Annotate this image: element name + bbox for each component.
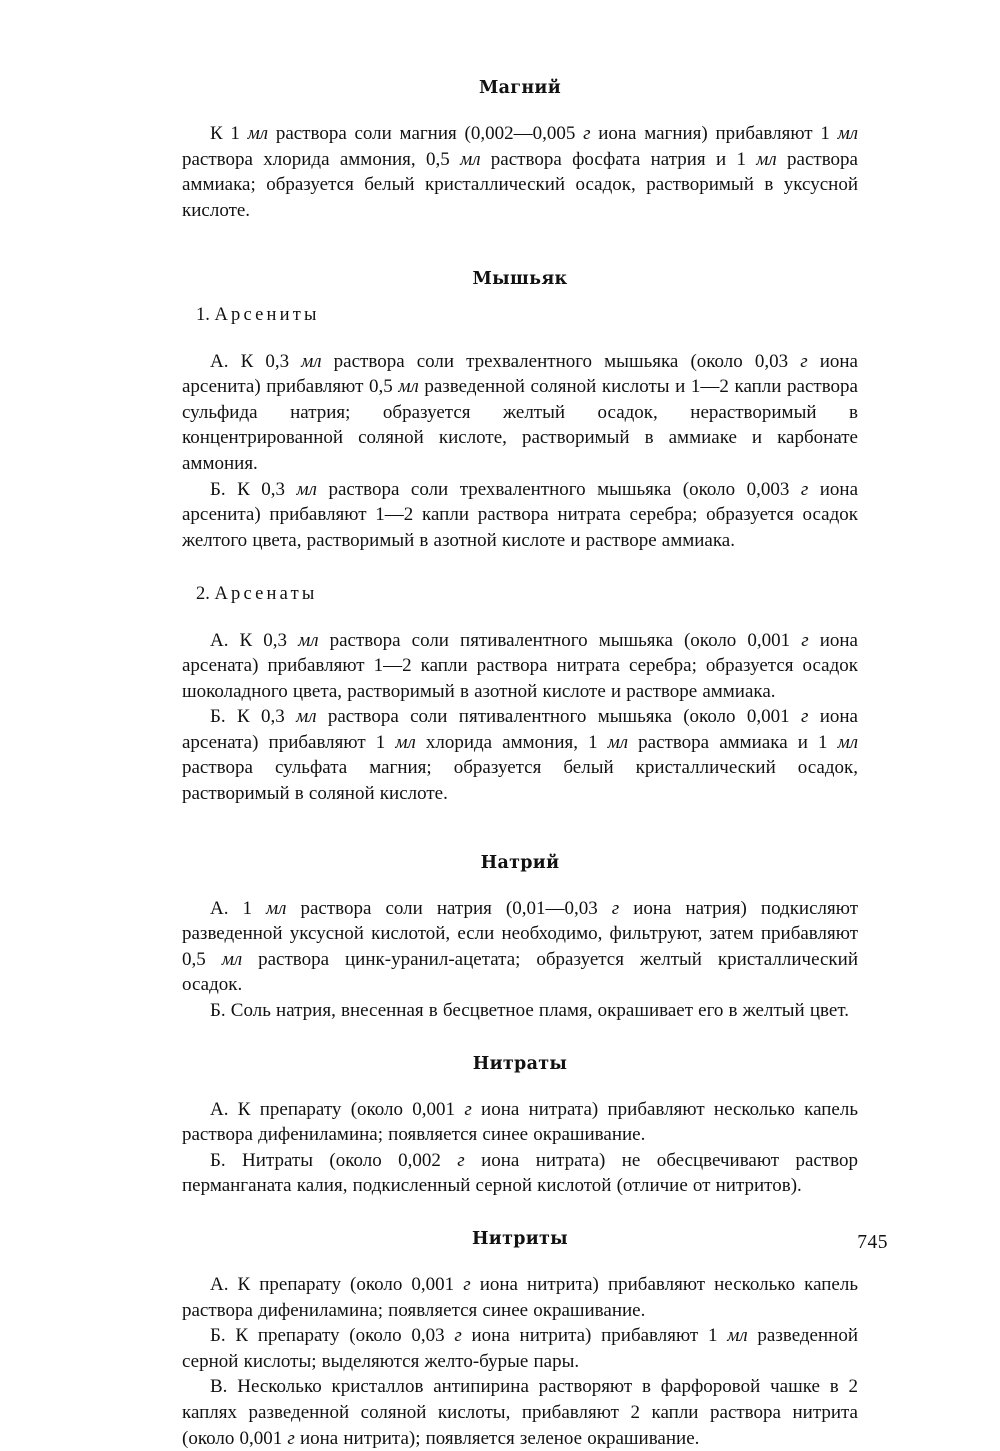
- spacer: [182, 223, 858, 269]
- paragraph-nitrates-b: Б. Нитраты (около 0,002 г иона нитрата) не обесцвечивают раствор перманганата калия, подкисленный серной кислотой (отличие от нитритов).: [182, 1149, 858, 1197]
- paragraph-magnesium-1: К 1 мл раствора соли магния (0,002—0,005 г иона магния) прибавляют 1 мл раствора хлорида аммония, 0,5 мл раствора фосфата натрия и 1 мл раствора аммиака; образуется белый кристаллический осадок, растворимый в уксусной кислоте.: [182, 123, 858, 221]
- subsection-heading-arsenites: [182, 304, 858, 326]
- section-heading-nitrites: Нитриты: [471, 1229, 569, 1249]
- spacer: [182, 606, 858, 628]
- spacer: [182, 1024, 858, 1054]
- paragraph-arsenites-a: А. К 0,3 мл раствора соли трехвалентного мышьяка (около 0,03 г иона арсенита) прибавляют 0,5 мл разведенной соляной кислоты и 1—2 капли раствора сульфида натрия; образуется желтый осадок, нерастворимый в концентрированной соляной кислоте, растворимый в аммиаке и карбонате аммония.: [182, 350, 858, 474]
- section-heading-magnesium: Магний: [478, 78, 561, 98]
- spacer: [182, 99, 858, 121]
- section-heading-nitrates: Нитраты: [472, 1053, 568, 1074]
- subsection-title: Арсенаты: [214, 584, 318, 605]
- paragraph-nitrates-a: А. К препарату (около 0,001 г иона нитрата) прибавляют несколько капель раствора дифениламина; появляется синее окрашивание.: [182, 1098, 858, 1146]
- spacer: [182, 553, 858, 583]
- page-text-block: [182, 78, 858, 1451]
- paragraph-arsenates-b: Б. К 0,3 мл раствора соли пятивалентного мышьяка (около 0,001 г иона арсената) прибавляют 1 мл хлорида аммония, 1 мл раствора аммиака и 1 мл раствора сульфата магния; образуется белый кристаллический осадок, растворимый в соляной кислоте.: [182, 706, 859, 805]
- paragraph-sodium-b: Б. Соль натрия, внесенная в бесцветное пламя, окрашивает его в желтый цвет.: [210, 1000, 849, 1022]
- spacer: [182, 327, 858, 349]
- subsection-title: Арсениты: [214, 305, 320, 326]
- spacer: [182, 1075, 858, 1097]
- spacer: [182, 290, 858, 304]
- paragraph-nitrites-a: А. К препарату (около 0,001 г иона нитрита) прибавляют несколько капель раствора дифениламина; появляется синее окрашивание.: [182, 1274, 858, 1321]
- paragraph-nitrites-v: В. Несколько кристаллов антипирина растворяют в фарфоровой чашке в 2 каплях разведенной соляной кислоты, прибавляют 2 капли раствора нитрита (около 0,001 г иона нитрита); появляется зеленое окрашивание.: [182, 1376, 858, 1449]
- subsection-heading-arsenates: [182, 583, 858, 605]
- spacer: [182, 1250, 858, 1272]
- subsection-number: 2.: [196, 584, 210, 605]
- spacer: [182, 1199, 858, 1229]
- paragraph-nitrites-b: Б. К препарату (около 0,03 г иона нитрита) прибавляют 1 мл разведенной серной кислоты; выделяются желто-бурые пары.: [182, 1325, 858, 1372]
- subsection-number: 1.: [196, 305, 210, 326]
- paragraph-sodium-a: А. 1 мл раствора соли натрия (0,01—0,03 г иона натрия) подкисляют разведенной уксусной кислотой, если необходимо, фильтруют, затем прибавляют 0,5 мл раствора цинк-уранил-ацетата; образуется желтый кристаллический осадок.: [182, 897, 858, 996]
- spacer: [182, 874, 858, 896]
- paragraph-arsenites-b: Б. К 0,3 мл раствора соли трехвалентного мышьяка (около 0,003 г иона арсенита) прибавляют 1—2 капли раствора нитрата серебра; образуется осадок желтого цвета, растворимый в азотной кислоте и растворе аммиака.: [182, 478, 859, 551]
- page-number: 745: [857, 1232, 888, 1253]
- section-heading-sodium: Натрий: [480, 852, 560, 873]
- spacer: [182, 807, 858, 853]
- paragraph-arsenates-a: А. К 0,3 мл раствора соли пятивалентного мышьяка (около 0,001 г иона арсената) прибавляют 1—2 капли раствора нитрата серебра; образуется осадок шоколадного цвета, растворимый в азотной кислоте и растворе аммиака.: [182, 629, 858, 702]
- section-heading-arsenic: Мышьяк: [472, 269, 568, 290]
